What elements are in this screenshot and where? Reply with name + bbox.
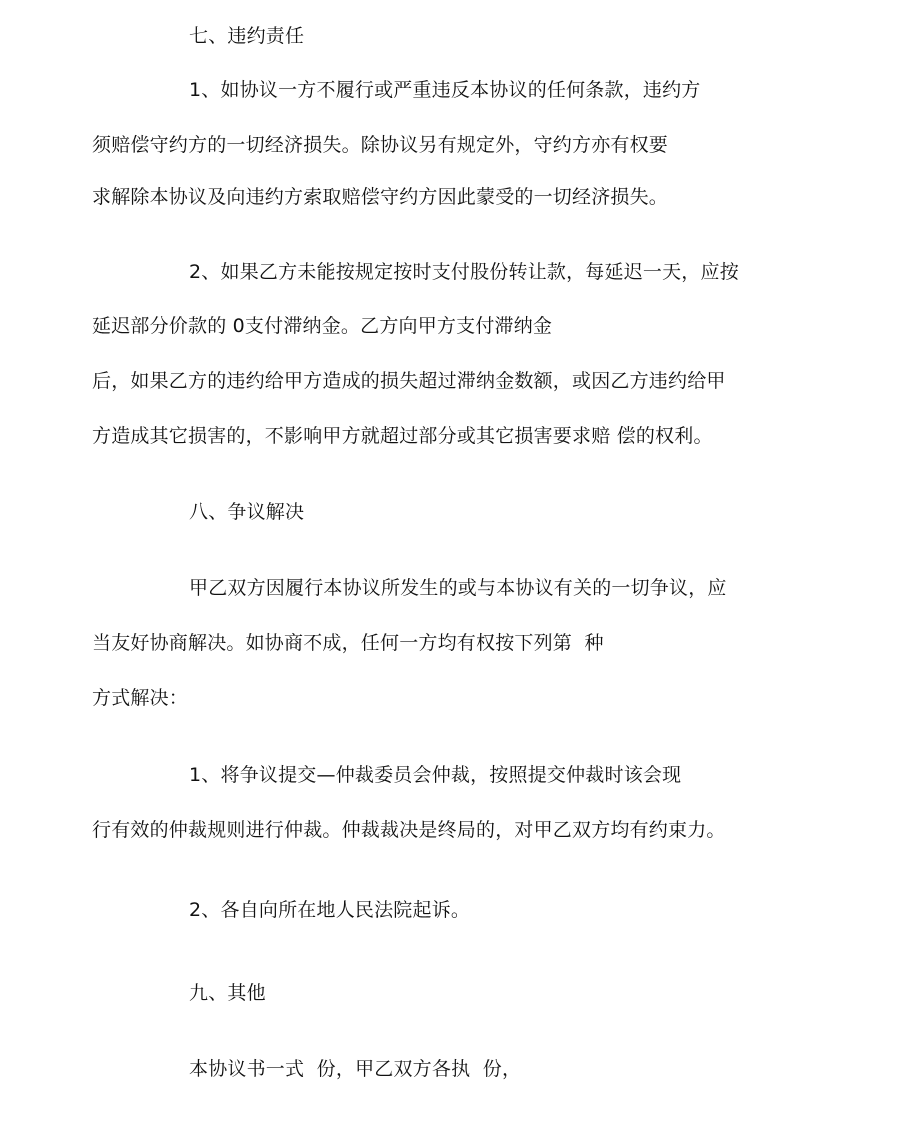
paragraph-line: 方式解决： — [92, 687, 189, 709]
paragraph-line: 延迟部分价款的 0支付滞纳金。乙方向甲方支付滞纳金 — [92, 315, 553, 337]
paragraph-line: 2、如果乙方未能按规定按时支付股份转让款，每延迟一天，应按 — [189, 261, 739, 283]
paragraph-line: 求解除本协议及向违约方索取赔偿守约方因此蒙受的一切经济损失。 — [92, 186, 669, 208]
section-heading: 七、违约责任 — [189, 25, 305, 47]
paragraph-line: 须赔偿守约方的一切经济损失。除协议另有规定外，守约方亦有权要 — [92, 134, 669, 156]
paragraph-line: 1、如协议一方不履行或严重违反本协议的任何条款，违约方 — [189, 79, 701, 101]
paragraph-line: 甲乙双方因履行本协议所发生的或与本协议有关的一切争议，应 — [189, 577, 727, 599]
paragraph-line: 本协议书一式 份，甲乙双方各执 份， — [189, 1058, 522, 1080]
paragraph-line: 2、各自向所在地人民法院起诉。 — [189, 899, 471, 921]
section-heading: 九、其他 — [189, 982, 266, 1004]
paragraph-line: 行有效的仲裁规则进行仲裁。仲裁裁决是终局的，对甲乙双方均有约束力。 — [92, 819, 726, 841]
paragraph-line: 1、将争议提交—仲裁委员会仲裁，按照提交仲裁时该会现 — [189, 764, 682, 786]
section-heading: 八、争议解决 — [189, 501, 305, 523]
paragraph-line: 方造成其它损害的，不影响甲方就超过部分或其它损害要求赔 偿的权利。 — [92, 425, 713, 447]
paragraph-line: 后，如果乙方的违约给甲方造成的损失超过滞纳金数额，或因乙方违约给甲 — [92, 370, 726, 392]
paragraph-line: 当友好协商解决。如协商不成，任何一方均有权按下列第 种 — [92, 632, 604, 654]
